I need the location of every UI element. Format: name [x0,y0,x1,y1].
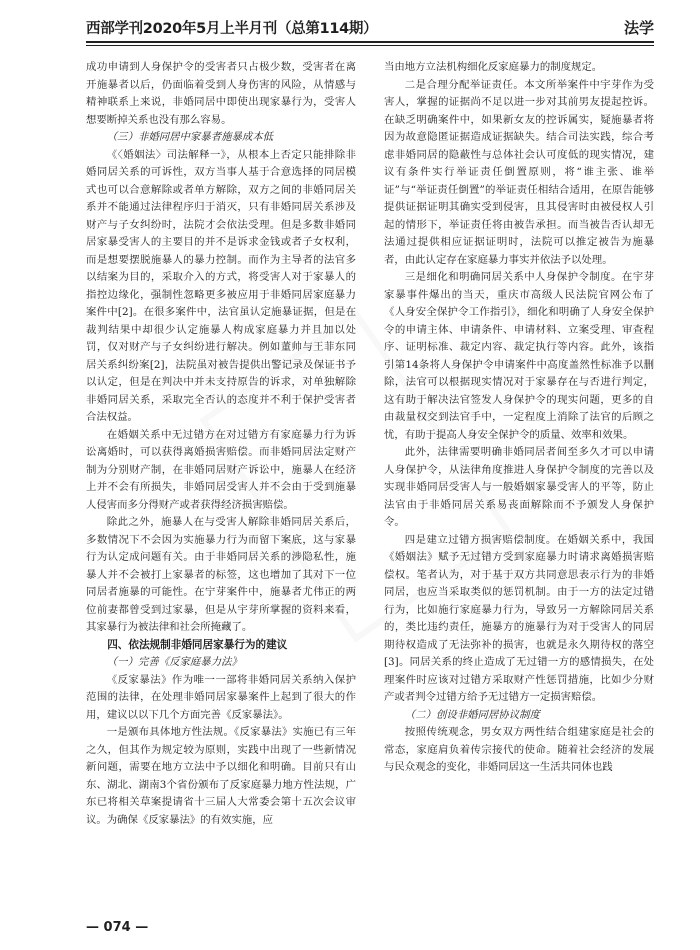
section-name: 法学 [623,19,654,37]
paragraph: 四是建立过错方损害赔偿制度。在婚姻关系中，我国《婚姻法》赋予无过错方受到家庭暴力时请求离婚损害赔偿权。笔者认为，对于基于双方共同意思表示行为的非婚同居，也应当采取类似的惩罚机制。由于一方的法定过错行为，比如施行家庭暴力行为，导致另一方解除同居关系的，类比违约责任，施暴方的施暴行为对于受害人的同居期待权造成了无法弥补的损害，也就是永久期待权的落空[3]。同居关系的终止造成了无过错一方的感情损失，在处理案件时应该对过错方采取财产性惩罚措施，比如少分财产或者判令过错方给予无过错方一定损害赔偿。 [384,533,654,703]
subsection-heading: （三）非婚同居中家暴者施暴成本低 [106,131,274,143]
left-column [86,59,356,891]
paragraph: 三是细化和明确同居关系中人身保护令制度。在宇芽家暴事件爆出的当天，重庆市高级人民法院官网公布了《人身安全保护令工作指引》，细化和明确了人身安全保护令的申请主体、申请条件、申请材料、立案受理、审查程序、证明标准、裁定内容、裁定执行等内容。此外，该指引第14条将人身保护令申请案件中高度盖然性标准予以删除，法官可以根据现实情况对于家暴存在与否进行判定，这有助于解决法官签发人身保护令的现实问题，更多的自由裁量权交到法官手中，一定程度上消除了法官的后顾之忧，有助于提高人身安全保护令的质量、效率和效果。 [384,271,654,441]
subsection-heading: （二）创设非婚同居协议制度 [404,708,540,721]
paragraph: 成功申请到人身保护令的受害者只占极少数，受害者在离开施暴者以后，仍面临着受到人身伤害的风险，从情感与精神联系上来说，非婚同居中即使出现家暴行为，受害人想要断掉关系也没有那么容易。 [86,61,356,126]
paragraph: 二是合理分配举证责任。本文所举案件中宇芽作为受害人，掌握的证据尚不足以进一步对其前男友提起控诉。在缺乏明确案件中，如果新女友的控诉属实，疑施暴者将因为故意隐匿证据造成证据缺失。结合司法实践，综合考虑非婚同居的隐蔽性与总体社会认可度低的现实情况，建议有条件实行举证责任倒置原则，将“谁主张、谁举证”与“举证责任倒置”的举证责任相结合适用，在原告能够提供证据证明其确实受到侵害，且其侵害时由被侵权人引起的情形下，举证责任将由被告承担。而当被告否认却无法通过提供相应证据证明时，法院可以推定被告为施暴者，由此认定存在家庭暴力事实并依法予以处理。 [384,78,654,266]
paragraph: 《反家暴法》作为唯一一部将非婚同居关系纳入保护范围的法律，在处理非婚同居家暴案件上起到了很大的作用，建议以以下几个方面完善《反家暴法》。 [86,673,356,721]
journal-title: 西部学刊2020年5月上半月刊（总第114期） [86,21,378,37]
section-heading: 四、依法规制非婚同居家暴行为的建议 [107,638,288,651]
header-rule-thin [86,45,654,46]
paragraph: 按照传统观念，男女双方两性结合组建家庭是社会的常态，家庭肩负着传宗接代的使命。随着社会经济的发展与民众观念的变化，非婚同居这一生活共同体也践 [384,726,654,773]
paragraph: 当由地方立法机构细化反家庭暴力的制度规定。 [384,61,603,73]
page-header [0,0,700,60]
header-rule-thick [86,41,654,43]
paragraph: 一是颁布具体地方性法规。《反家暴法》实施已有三年之久，但其作为规定较为原则，实践中出现了一些新情况新问题，需要在地方立法中予以细化和明确。目前只有山东、湖北、湖南3个省份颁布了反家庭暴力地方性法规，广东已将相关草案提请省十三届人大常委会第十五次会议审议。为确保《反家暴法》的有效实施，应 [86,726,356,826]
paragraph: 在婚姻关系中无过错方在对过错方有家庭暴力行为诉讼离婚时，可以获得离婚损害赔偿。而非婚同居法定财产制为分别财产制，在非婚同居财产诉讼中，施暴人在经济上并不会有所损失，非婚同居受害人并不会由于受到施暴人侵害而多分得财产或者获得经济损害赔偿。 [86,428,356,511]
paragraph: 《〈婚姻法〉司法解释一》，从根本上否定只能排除非婚同居关系的可诉性，双方当事人基于合意选择的同居模式也可以合意解除或者单方解除，双方之间的非婚同居关系并不能通过法律程序归于消灭，只有非婚同居关系涉及财产与子女纠纷时，法院才会依法受理。但是多数非婚同居家暴受害人的主要目的并不是诉求金钱或者子女权利，而是想要摆脱施暴人的暴力控制。而作为主导者的法官多以结案为目的，采取介入的方式，将受害人对于家暴人的指控边缘化，强制性忽略更多被应用于非婚同居家庭暴力案件中[2]。在很多案件中，法官虽认定施暴证据，但是在裁判结果中却很少认定施暴人构成家庭暴力并且加以处罚，仅对财产与子女纠纷进行解决。例如董帅与王菲东同居关系纠纷案[2]，法院虽对被告提供出警记录及保证书予以认定，但是在判决中并未支持原告的诉求，对单独解除非婚同居关系，采取完全否认的态度并不利于保护受害者合法权益。 [86,148,356,423]
paragraph: 此外，法律需要明确非婚同居者间至多久才可以申请人身保护令，从法律角度推进人身保护令制度的完善以及实现非婚同居受害人与一般婚姻家暴受害人的平等，防止法官由于非婚同居关系易丧面解除而不予颁发人身保护令。 [384,446,654,528]
paragraph: 除此之外，施暴人在与受害人解除非婚同居关系后，多数情况下不会因为实施暴力行为而留下案底，这与家暴行为认定成问题有关。由于非婚同居关系的涉隐私性，施暴人并不会被打上家暴者的标签，这也增加了其对下一位同居者施暴的可能性。在宁芽案件中，施暴者尤伟正的两位前妻都曾受到过家暴，但是从宇芽所掌握的资料来看，其家暴行为被法律和社会所掩藏了。 [86,516,356,633]
page-number: — 074 — [86,920,149,935]
subsection-heading: （一）完善《反家庭暴力法》 [106,656,242,668]
right-column [384,59,654,891]
